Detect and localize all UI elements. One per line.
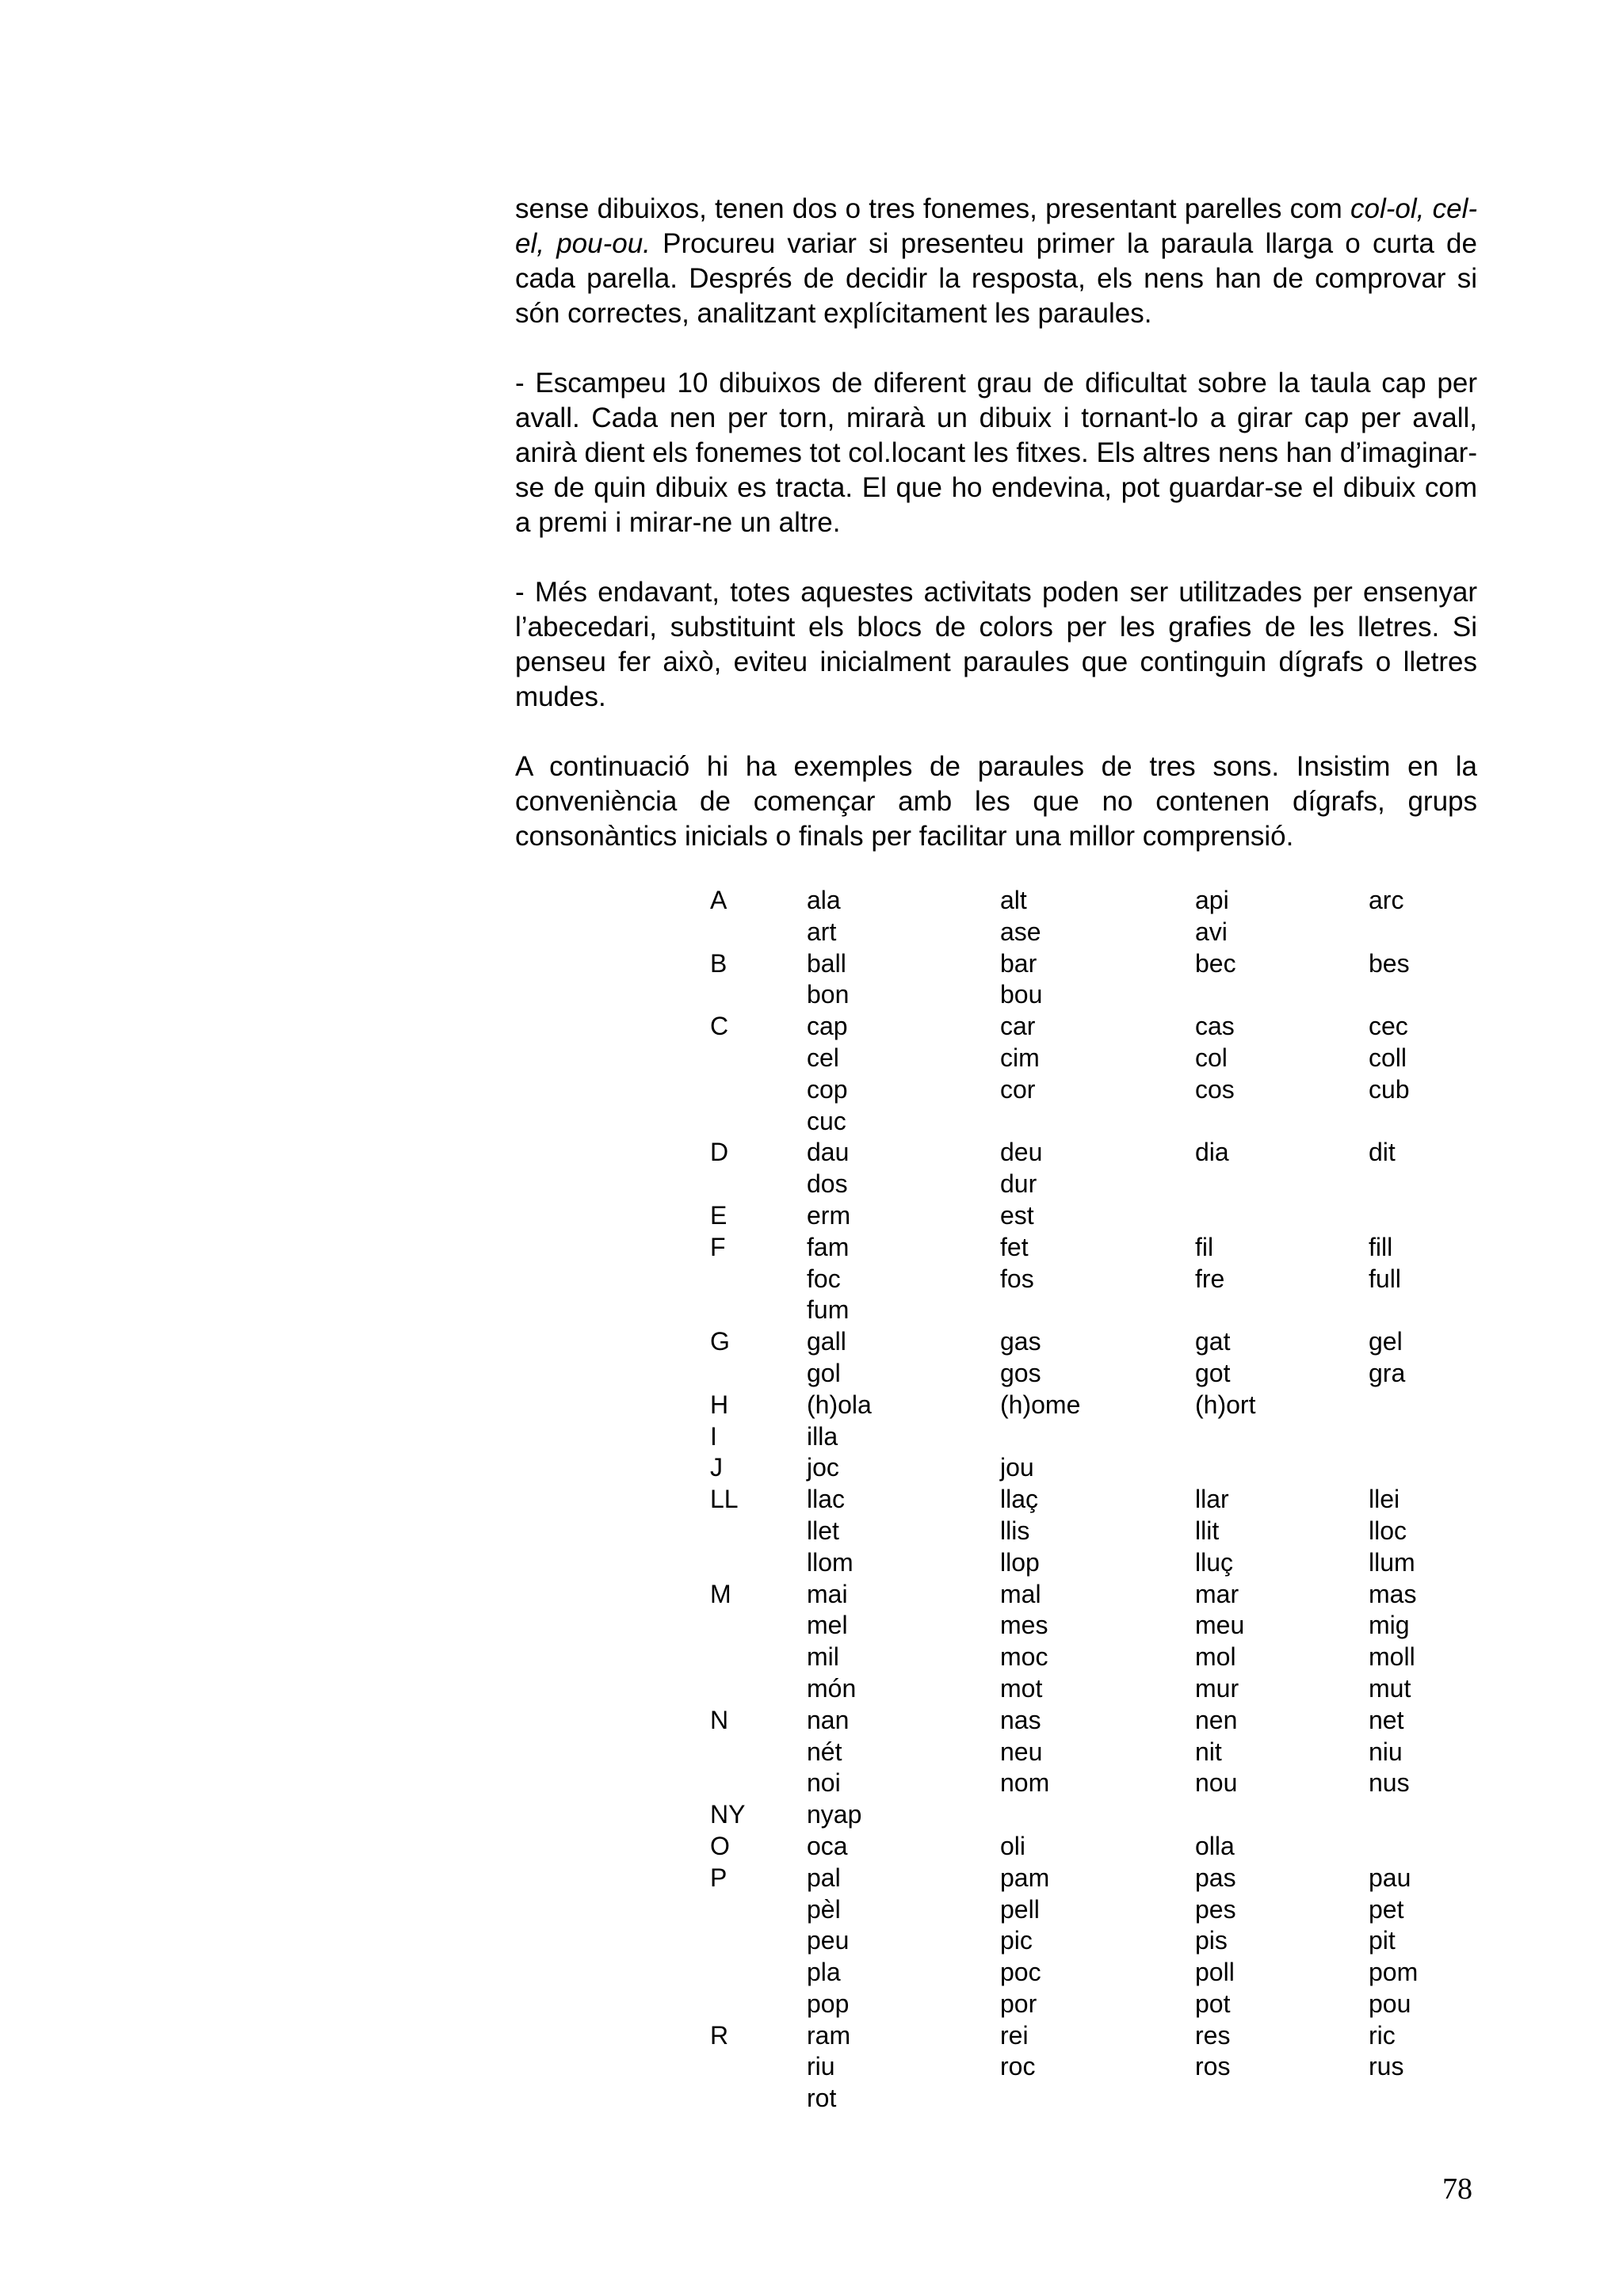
word-cell: pal (807, 1863, 841, 1892)
letter-label: F (710, 1232, 726, 1261)
page-number: 78 (1442, 2172, 1472, 2206)
word-cell: arc (1369, 886, 1404, 914)
word-cell: pla (807, 1958, 841, 1987)
word-cell: foc (807, 1264, 841, 1293)
word-cell: pis (1195, 1926, 1228, 1955)
word-cell: fum (807, 1295, 850, 1325)
word-cell: mot (1000, 1673, 1043, 1703)
word-cell: rot (807, 2084, 837, 2113)
word-row (0, 1737, 1623, 1768)
word-cell: cor (1000, 1074, 1036, 1104)
word-row (0, 1673, 1623, 1705)
word-cell: mel (807, 1611, 848, 1640)
word-row (0, 1547, 1623, 1579)
paragraph-1 (515, 192, 1477, 331)
word-cell: coll (1369, 1043, 1407, 1072)
word-cell: bes (1369, 948, 1410, 978)
word-list-table (0, 885, 1623, 2115)
letter-label: C (710, 1012, 729, 1041)
word-row (0, 948, 1623, 980)
word-cell: mal (1000, 1579, 1041, 1608)
word-cell: nyap (807, 1800, 862, 1829)
word-cell: llom (807, 1547, 854, 1577)
word-row (0, 1390, 1623, 1421)
word-row (0, 885, 1623, 917)
text-run: - Escampeu 10 dibuixos de diferent grau de dificultat sobre la taula cap per avall. Cada nen per torn, mirarà un dibuix i tornant-lo a girar cap per avall, anirà dient els fonemes tot col.locant les fitxes. Els altres nens han d’imaginar-se de quin dibuix es tracta. El que ho endevina, pot guardar-se el dibuix com a premi i mirar-ne un altre. (515, 368, 1477, 538)
word-cell: gol (807, 1358, 841, 1387)
word-row (0, 1705, 1623, 1737)
word-cell: poll (1195, 1958, 1235, 1987)
word-cell: oca (807, 1831, 848, 1860)
word-cell: dit (1369, 1138, 1396, 1167)
word-cell: llet (807, 1516, 839, 1545)
word-cell: món (807, 1673, 857, 1703)
word-row (0, 1011, 1623, 1043)
word-cell: dos (807, 1169, 848, 1199)
word-row (0, 1264, 1623, 1295)
word-row (0, 1925, 1623, 1957)
word-cell: pet (1369, 1894, 1404, 1924)
word-cell: ball (807, 948, 846, 978)
letter-label: G (710, 1327, 730, 1356)
word-row (0, 1295, 1623, 1326)
word-cell: pom (1369, 1958, 1419, 1987)
word-cell: gel (1369, 1327, 1403, 1356)
word-row (0, 1452, 1623, 1484)
word-row (0, 1358, 1623, 1390)
italic-text: col-ol, cel-el, pou-ou. (515, 193, 1477, 259)
word-cell: erm (807, 1200, 851, 1230)
word-cell: cuc (807, 1106, 846, 1135)
letter-label: D (710, 1138, 729, 1167)
letter-label: E (710, 1200, 727, 1230)
letter-label: J (710, 1453, 723, 1482)
word-cell: (h)ome (1000, 1390, 1081, 1419)
word-cell: pell (1000, 1894, 1040, 1924)
word-row (0, 979, 1623, 1011)
word-cell: deu (1000, 1138, 1043, 1167)
word-row (0, 1989, 1623, 2020)
word-cell: (h)ort (1195, 1390, 1256, 1419)
word-row (0, 917, 1623, 948)
word-cell: pop (807, 1989, 850, 2018)
word-cell: neu (1000, 1737, 1043, 1766)
letter-label: O (710, 1831, 730, 1860)
word-cell: fos (1000, 1264, 1034, 1293)
text-run: - Més endavant, totes aquestes activitats poden ser utilitzades per ensenyar l’abecedari, substituint els blocs de colors per les grafies de les lletres. Si penseu fer això, eviteu inicialment paraules que continguin dígrafs o lletres mudes. (515, 577, 1477, 712)
word-cell: pèl (807, 1894, 841, 1924)
word-cell: pot (1195, 1989, 1231, 2018)
word-row (0, 1169, 1623, 1200)
word-cell: full (1369, 1264, 1401, 1293)
word-cell: lloc (1369, 1516, 1407, 1545)
text-run: Procureu variar si presenteu primer la paraula llarga o curta de cada parella. Després de decidir la resposta, els nens han de comprovar si són correctes, analitzant explícitament les paraules. (515, 228, 1477, 329)
word-row (0, 2020, 1623, 2052)
word-cell: mil (807, 1642, 839, 1672)
word-cell: nou (1195, 1768, 1238, 1798)
word-row (0, 1074, 1623, 1106)
word-cell: llei (1369, 1485, 1400, 1514)
word-cell: gall (807, 1327, 846, 1356)
word-row (0, 1894, 1623, 1926)
word-row (0, 2051, 1623, 2083)
word-cell: roc (1000, 2052, 1036, 2081)
word-cell: joc (807, 1453, 839, 1482)
text-run: sense dibuixos, tenen dos o tres fonemes, presentant parelles com (515, 193, 1350, 224)
word-cell: llac (807, 1485, 846, 1514)
word-row (0, 1421, 1623, 1453)
word-cell: cas (1195, 1012, 1235, 1041)
word-cell: noi (807, 1768, 841, 1798)
letter-label: H (710, 1390, 729, 1419)
word-cell: nét (807, 1737, 842, 1766)
letter-label: M (710, 1579, 731, 1608)
word-cell: llum (1369, 1547, 1415, 1577)
word-cell: nan (807, 1705, 850, 1734)
word-row (0, 1516, 1623, 1547)
word-cell: got (1195, 1358, 1231, 1387)
word-cell: gat (1195, 1327, 1231, 1356)
word-row (0, 1200, 1623, 1232)
word-cell: llar (1195, 1485, 1229, 1514)
word-cell: art (807, 917, 837, 946)
word-cell: bon (807, 980, 850, 1009)
word-cell: moll (1369, 1642, 1415, 1672)
word-cell: poc (1000, 1958, 1041, 1987)
word-cell: ric (1369, 2020, 1396, 2050)
word-cell: dau (807, 1138, 850, 1167)
word-cell: pam (1000, 1863, 1050, 1892)
word-cell: ram (807, 2020, 851, 2050)
word-cell: api (1195, 886, 1229, 914)
word-cell: mas (1369, 1579, 1417, 1608)
word-cell: pou (1369, 1989, 1411, 2018)
word-cell: moc (1000, 1642, 1048, 1672)
word-row (0, 1043, 1623, 1074)
word-cell: olla (1195, 1831, 1235, 1860)
word-cell: fil (1195, 1232, 1214, 1261)
word-cell: rus (1369, 2052, 1404, 2081)
word-cell: fre (1195, 1264, 1225, 1293)
word-cell: pit (1369, 1926, 1396, 1955)
word-cell: bec (1195, 948, 1236, 978)
word-row (0, 1957, 1623, 1989)
word-cell: est (1000, 1200, 1034, 1230)
word-cell: nom (1000, 1768, 1050, 1798)
word-row (0, 1768, 1623, 1799)
word-cell: fam (807, 1232, 850, 1261)
letter-label: A (710, 886, 727, 914)
word-cell: mes (1000, 1611, 1048, 1640)
word-cell: cec (1369, 1012, 1408, 1041)
word-row (0, 1831, 1623, 1863)
word-cell: cop (807, 1074, 848, 1104)
word-cell: mur (1195, 1673, 1239, 1703)
word-row (0, 1106, 1623, 1138)
word-cell: gos (1000, 1358, 1041, 1387)
word-cell: llis (1000, 1516, 1030, 1545)
word-row (0, 1642, 1623, 1673)
letter-label: I (710, 1421, 717, 1451)
word-cell: riu (807, 2052, 835, 2081)
letter-label: N (710, 1705, 729, 1734)
word-cell: lluç (1195, 1547, 1234, 1577)
word-cell: (h)ola (807, 1390, 872, 1419)
word-row (0, 1610, 1623, 1642)
word-cell: gra (1369, 1358, 1406, 1387)
letter-label: NY (710, 1800, 746, 1829)
word-row (0, 1799, 1623, 1831)
paragraph-3 (515, 575, 1477, 715)
letter-label: R (710, 2020, 729, 2050)
word-cell: pes (1195, 1894, 1236, 1924)
word-cell: pic (1000, 1926, 1033, 1955)
word-cell: fet (1000, 1232, 1029, 1261)
word-cell: llaç (1000, 1485, 1039, 1514)
word-cell: cap (807, 1012, 848, 1041)
word-cell: niu (1369, 1737, 1403, 1766)
word-cell: cos (1195, 1074, 1235, 1104)
word-cell: illa (807, 1421, 838, 1451)
word-row (0, 1579, 1623, 1611)
word-cell: dia (1195, 1138, 1229, 1167)
word-cell: col (1195, 1043, 1228, 1072)
word-cell: bar (1000, 948, 1037, 978)
word-cell: ala (807, 886, 841, 914)
word-cell: rei (1000, 2020, 1029, 2050)
word-cell: pau (1369, 1863, 1411, 1892)
letter-label: P (710, 1863, 727, 1892)
word-row (0, 1326, 1623, 1358)
word-row (0, 1232, 1623, 1264)
word-cell: fill (1369, 1232, 1393, 1261)
word-cell: mol (1195, 1642, 1236, 1672)
word-cell: cub (1369, 1074, 1410, 1104)
word-cell: mut (1369, 1673, 1411, 1703)
word-cell: avi (1195, 917, 1228, 946)
word-cell: llit (1195, 1516, 1220, 1545)
letter-label: LL (710, 1485, 739, 1514)
word-cell: nit (1195, 1737, 1222, 1766)
word-cell: ase (1000, 917, 1041, 946)
word-cell: llop (1000, 1547, 1040, 1577)
word-cell: ros (1195, 2052, 1231, 2081)
paragraph-4 (515, 749, 1477, 854)
word-row (0, 1863, 1623, 1894)
word-cell: car (1000, 1012, 1036, 1041)
word-row (0, 1137, 1623, 1169)
letter-label: B (710, 948, 727, 978)
word-cell: jou (1000, 1453, 1034, 1482)
word-cell: mar (1195, 1579, 1239, 1608)
word-cell: nen (1195, 1705, 1238, 1734)
text-run: A continuació hi ha exemples de paraules de tres sons. Insistim en la conveniència de començar amb les que no contenen dígrafs, grups consonàntics inicials o finals per facilitar una millor comprensió. (515, 751, 1477, 852)
word-cell: peu (807, 1926, 850, 1955)
word-cell: dur (1000, 1169, 1037, 1199)
word-cell: bou (1000, 980, 1043, 1009)
word-cell: cim (1000, 1043, 1040, 1072)
word-cell: alt (1000, 886, 1027, 914)
word-cell: cel (807, 1043, 839, 1072)
word-cell: mig (1369, 1611, 1410, 1640)
word-cell: pas (1195, 1863, 1236, 1892)
word-cell: net (1369, 1705, 1404, 1734)
word-row (0, 1484, 1623, 1516)
word-cell: mai (807, 1579, 848, 1608)
word-cell: nas (1000, 1705, 1041, 1734)
word-cell: oli (1000, 1831, 1026, 1860)
word-cell: meu (1195, 1611, 1245, 1640)
word-cell: nus (1369, 1768, 1410, 1798)
word-cell: res (1195, 2020, 1231, 2050)
word-row (0, 2083, 1623, 2115)
word-cell: gas (1000, 1327, 1041, 1356)
word-cell: por (1000, 1989, 1037, 2018)
paragraph-2 (515, 366, 1477, 540)
